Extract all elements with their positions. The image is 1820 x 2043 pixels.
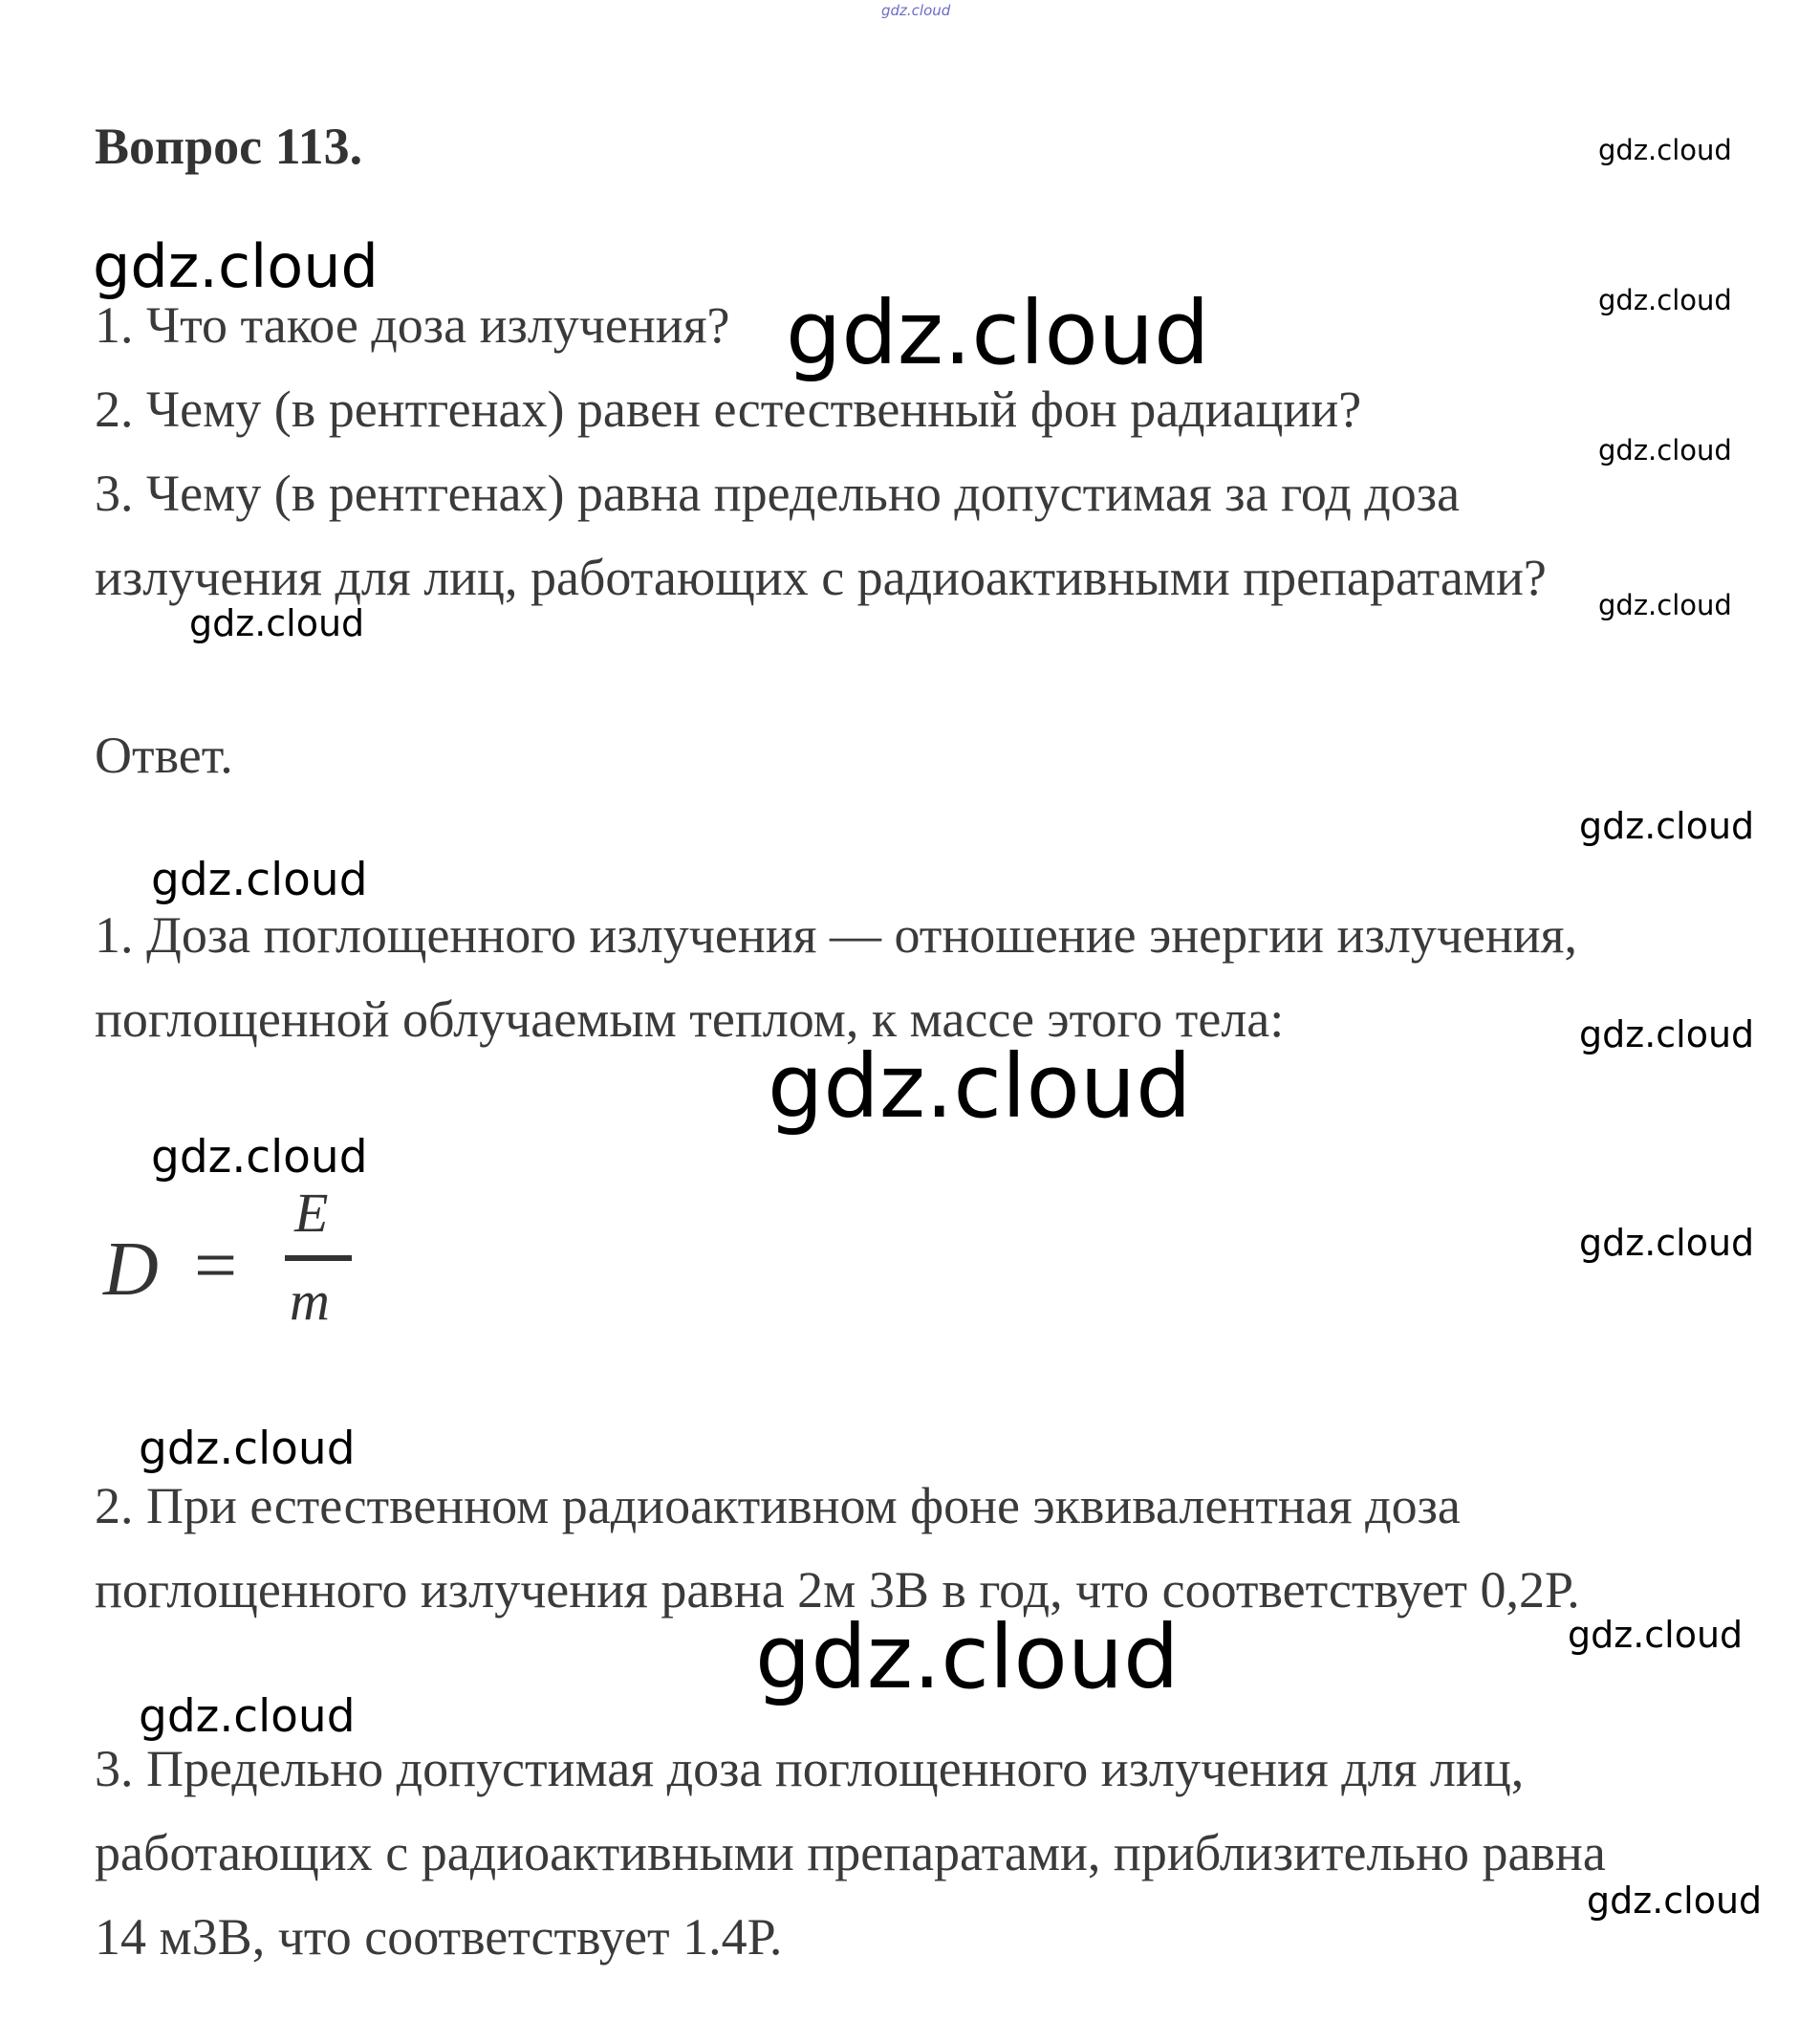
answer-3-line-1: 3. Предельно допустимая доза поглощенного излучения для лиц,	[95, 1740, 1525, 1797]
watermark: gdz.cloud	[1598, 434, 1732, 467]
question-3-line-1: 3. Чему (в рентгенах) равна предельно допустимая за год доза	[95, 465, 1461, 522]
fraction-bar	[285, 1255, 352, 1261]
answer-label: Ответ.	[95, 727, 233, 784]
question-2: 2. Чему (в рентгенах) равен естественный фон радиации?	[95, 380, 1362, 438]
answer-2-line-2: поглощенного излучения равна 2м 3В в год, что соответствует 0,2Р.	[95, 1561, 1580, 1619]
dose-formula	[103, 1181, 371, 1343]
watermark: gdz.cloud	[151, 854, 368, 906]
watermark: gdz.cloud	[151, 1131, 368, 1184]
formula-denominator: m	[290, 1270, 330, 1332]
watermark: gdz.cloud	[786, 282, 1210, 384]
answer-3-line-2: работающих с радиоактивными препаратами, приблизительно равна	[95, 1824, 1606, 1881]
formula-equals: =	[194, 1224, 238, 1308]
watermark: gdz.cloud	[1579, 805, 1755, 847]
watermark: gdz.cloud	[768, 1035, 1192, 1138]
page-title: Вопрос 113.	[95, 118, 363, 175]
watermark: gdz.cloud	[1598, 589, 1732, 621]
answer-1-line-2: поглощенной облучаемым теплом, к массе этого тела:	[95, 990, 1285, 1048]
watermark: gdz.cloud	[1587, 1880, 1763, 1922]
formula-numerator: E	[294, 1182, 329, 1244]
question-1: 1. Что такое доза излучения?	[95, 296, 730, 354]
formula-lhs: D	[103, 1228, 159, 1312]
answer-1-line-1: 1. Доза поглощенного излучения — отношение энергии излучения,	[95, 906, 1577, 964]
watermark: gdz.cloud	[1598, 134, 1732, 166]
watermark: gdz.cloud	[139, 1690, 356, 1743]
watermark: gdz.cloud	[189, 602, 365, 644]
answer-2-line-1: 2. При естественном радиоактивном фоне эквивалентная доза	[95, 1477, 1461, 1534]
watermark: gdz.cloud	[1598, 284, 1732, 316]
watermark: gdz.cloud	[881, 2, 951, 19]
watermark: gdz.cloud	[1579, 1013, 1755, 1055]
answer-3-line-3: 14 м3В, что соответствует 1.4Р.	[95, 1908, 783, 1966]
question-3-line-2: излучения для лиц, работающих с радиоактивными препаратами?	[95, 549, 1547, 606]
watermark: gdz.cloud	[93, 231, 379, 301]
watermark: gdz.cloud	[755, 1606, 1180, 1708]
watermark: gdz.cloud	[1579, 1222, 1755, 1264]
watermark: gdz.cloud	[139, 1423, 356, 1475]
watermark: gdz.cloud	[1568, 1614, 1744, 1656]
